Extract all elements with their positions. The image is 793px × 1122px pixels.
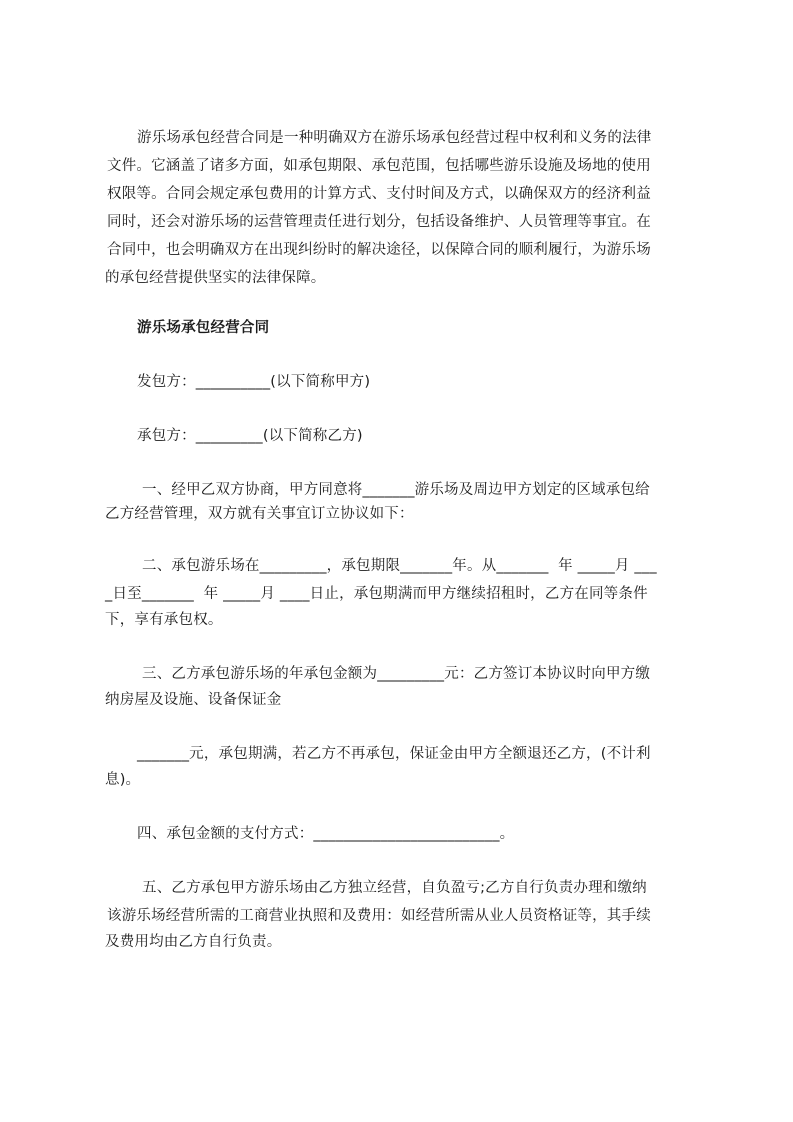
clause-5-line-3: 及费用均由乙方自行负责。 — [105, 934, 282, 950]
clause-1-line-2: 乙方经营管理，双方就有关事宜订立协议如下： — [105, 506, 414, 522]
contract-title: 游乐场承包经营合同 — [137, 320, 270, 336]
intro-line-1: 游乐场承包经营合同是一种明确双方在游乐场承包经营过程中权利和义务的法律 — [137, 130, 652, 146]
intro-line-2: 文件。它涵盖了诸多方面，如承包期限、承包范围，包括哪些游乐设施及场地的使用 — [107, 158, 651, 174]
intro-line-4: 同时，还会对游乐场的运营管理责任进行划分，包括设备维护、人员管理等事宜。在 — [107, 214, 651, 230]
intro-line-5: 合同中，也会明确双方在出现纠纷时的解决途径，以保障合同的顺利履行，为游乐场 — [107, 242, 651, 258]
clause-2-line-1: 二、承包游乐场在_________，承包期限_______年。从_______ 年 _____月 ___ — [142, 558, 657, 574]
clause-1-line-1: 一、经甲乙双方协商，甲方同意将_______游乐场及周边甲方划定的区域承包给 — [142, 482, 650, 498]
clause-5-line-1: 五、乙方承包甲方游乐场由乙方独立经营，自负盈亏;乙方自行负责办理和缴纳 — [142, 880, 647, 896]
clause-5-line-2: 该游乐场经营所需的工商营业执照和及费用：如经营所需从业人员资格证等，其手续 — [107, 908, 651, 924]
intro-line-6: 的承包经营提供坚实的法律保障。 — [105, 270, 326, 286]
clause-2-line-3: 下，享有承包权。 — [105, 612, 223, 628]
clause-3-line-2: 纳房屋及设施、设备保证金 — [105, 692, 282, 708]
party-b-line: 承包方：_________(以下简称乙方) — [137, 428, 363, 444]
clause-3-line-1: 三、乙方承包游乐场的年承包金额为_________元：乙方签订本协议时向甲方缴 — [142, 666, 651, 682]
clause-3-line-4: 息)。 — [105, 772, 141, 788]
clause-2-line-2: _日至_______ 年 _____月 ____日止，承包期满而甲方继续招租时，乙方在同等条件 — [105, 586, 648, 602]
clause-4-line-1: 四、承包金额的支付方式：_________________________。 — [137, 826, 515, 842]
clause-3-line-3: _______元，承包期满，若乙方不再承包，保证金由甲方全额退还乙方，(不计利 — [137, 746, 651, 762]
party-a-line: 发包方：__________(以下简称甲方) — [137, 374, 371, 390]
intro-line-3: 权限等。合同会规定承包费用的计算方式、支付时间及方式，以确保双方的经济利益 — [107, 186, 651, 202]
